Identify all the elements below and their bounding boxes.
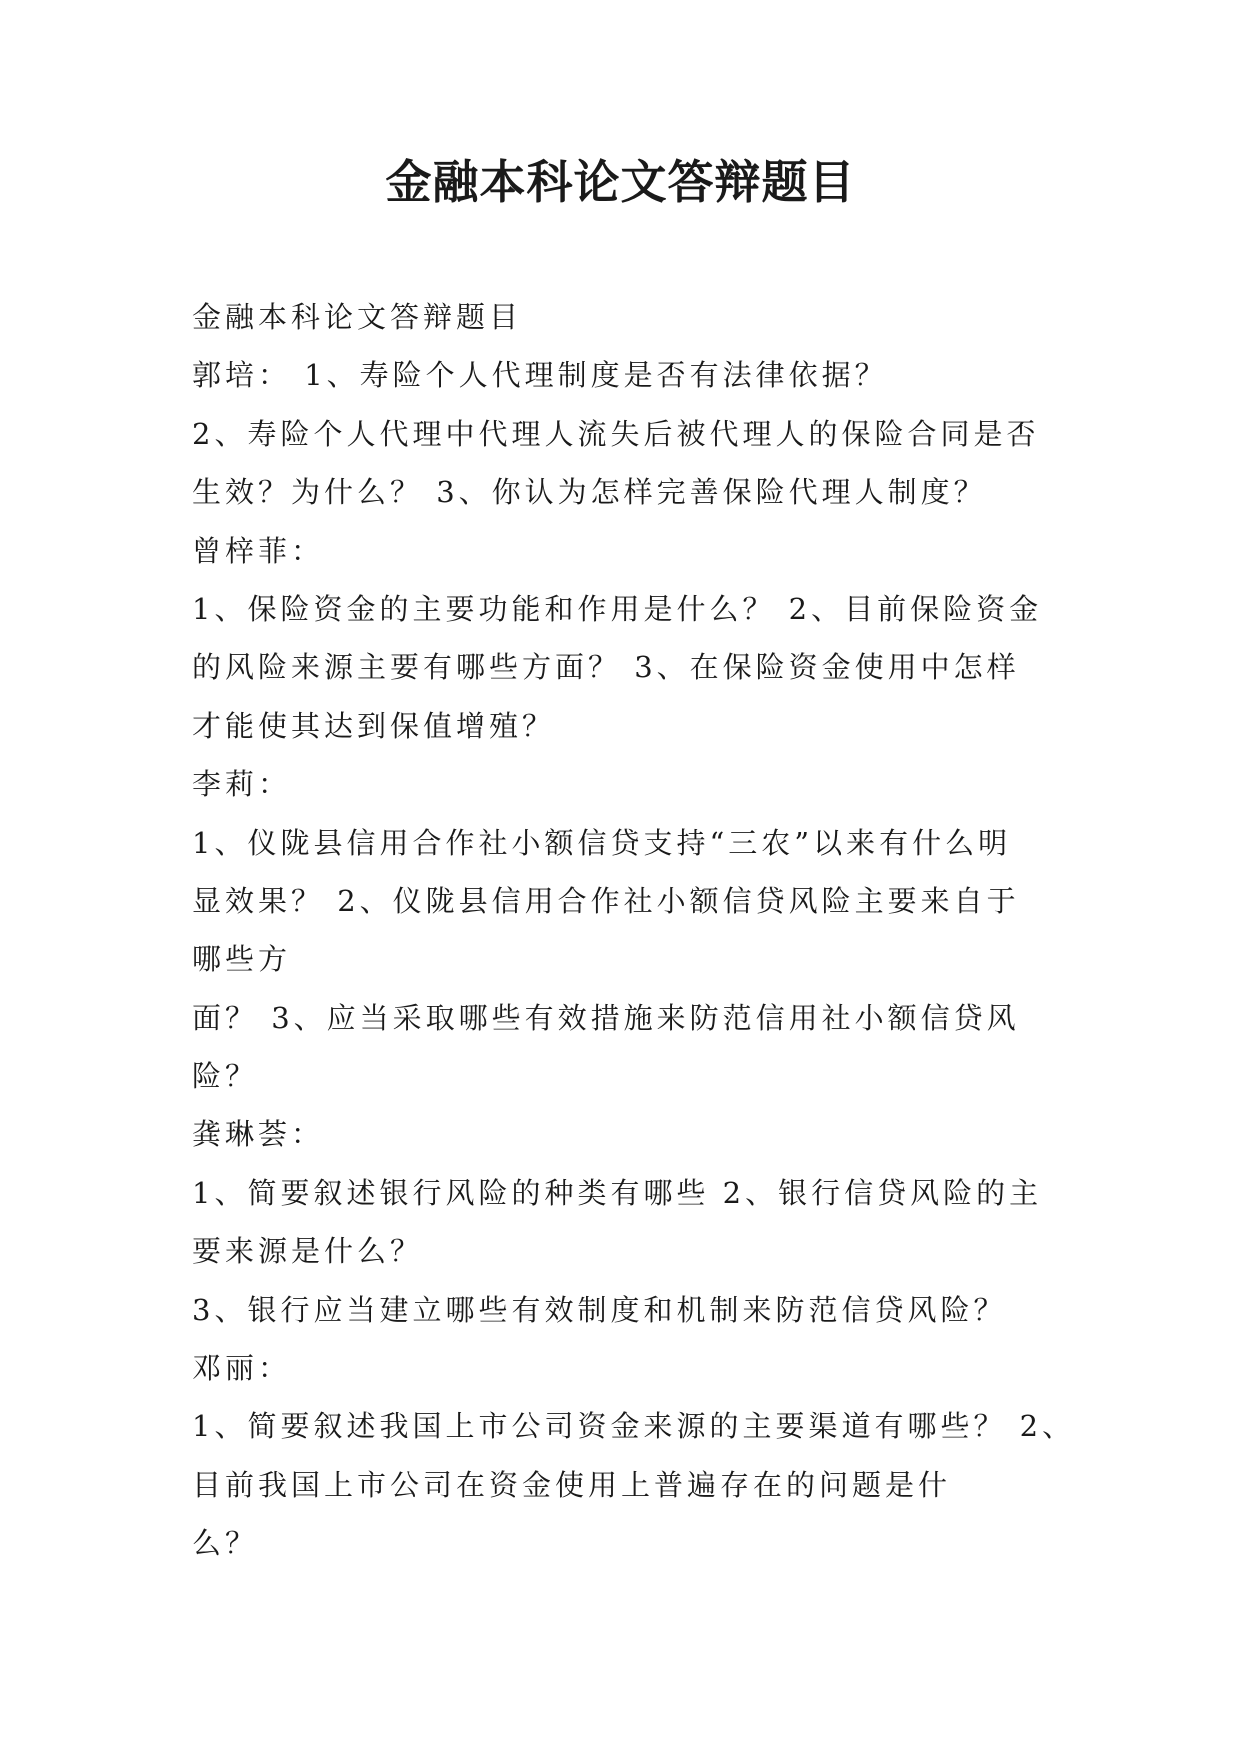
text-line: 1、保险资金的主要功能和作用是什么？ 2、目前保险资金	[192, 591, 1043, 626]
text-line: 目前我国上市公司在资金使用上普遍存在的问题是什	[192, 1467, 952, 1502]
text-line: 3、银行应当建立哪些有效制度和机制来防范信贷风险？	[192, 1292, 1007, 1327]
speaker-name: 李莉：	[192, 767, 292, 802]
document-body	[192, 288, 1076, 1573]
text-line: 么？	[192, 1526, 259, 1561]
document-title: 金融本科论文答辩题目	[385, 155, 856, 209]
text-line: 面？ 3、应当采取哪些有效措施来防范信用社小额信贷风	[192, 1000, 1020, 1035]
text-line: 哪些方	[192, 942, 292, 977]
text-line: 1、简要叙述我国上市公司资金来源的主要渠道有哪些？ 2、	[192, 1409, 1076, 1444]
text-line: 显效果？ 2、仪陇县信用合作社小额信贷风险主要来自于	[192, 883, 1020, 918]
text-line: 的风险来源主要有哪些方面？ 3、在保险资金使用中怎样	[192, 650, 1020, 685]
body-heading-line: 金融本科论文答辩题目	[192, 300, 523, 334]
speaker-name: 龚琳荟：	[192, 1117, 325, 1152]
text-line: 1、仪陇县信用合作社小额信贷支持“三农”以来有什么明	[192, 825, 1012, 860]
text-line: 才能使其达到保值增殖？	[192, 708, 556, 743]
text-line: 1、简要叙述银行风险的种类有哪些 2、银行信贷风险的主	[192, 1175, 1043, 1210]
speaker-name: 邓丽：	[192, 1351, 292, 1386]
text-line: 2、寿险个人代理中代理人流失后被代理人的保险合同是否	[192, 416, 1040, 451]
text-line: 险？	[192, 1059, 259, 1094]
speaker-name: 曾梓菲：	[192, 533, 325, 568]
text-line: 生效？为什么？ 3、你认为怎样完善保险代理人制度？	[192, 475, 987, 510]
text-line: 要来源是什么？	[192, 1234, 424, 1269]
text-line: 郭培： 1、寿险个人代理制度是否有法律依据？	[192, 358, 888, 393]
